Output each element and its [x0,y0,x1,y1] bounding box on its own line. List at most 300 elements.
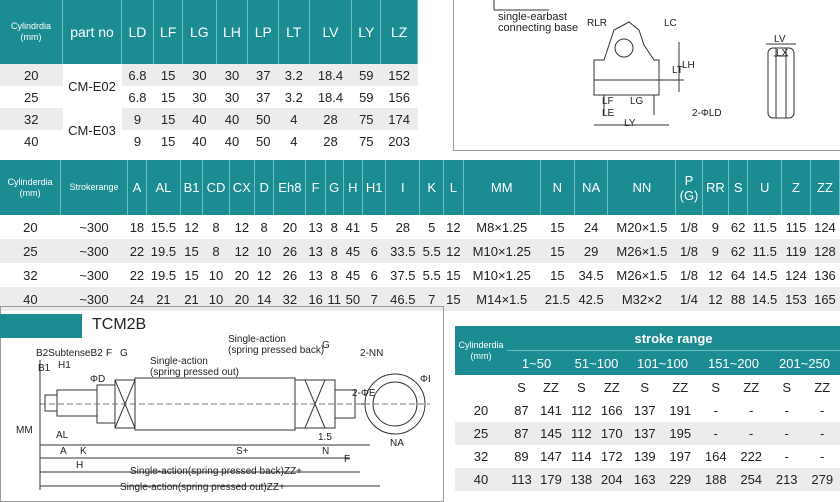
table-cell: 33.5 [386,239,420,263]
table-cell: 128 [810,239,839,263]
table-cell: 26 [282,267,298,283]
dim-label: RLR [587,18,608,29]
dim-label: K [80,446,87,457]
table-cell: 10 [255,239,274,263]
table-cell: 32 [23,267,38,283]
dim-label: AL [56,430,69,441]
table-cell: 153 [782,287,811,311]
header-cell: Strokerange [61,160,128,215]
table-cell: - [698,422,733,445]
table-cell: 16 [306,287,325,311]
table-cell: 9 [711,219,719,235]
table-cell: 279 [804,468,840,491]
title-bar [0,314,82,338]
table-cell: 45 [345,267,361,283]
range-header: 151~200 [698,351,769,376]
table-cell: 124 [814,219,836,235]
table-cell: 3.2 [284,89,303,105]
header-cell: H1 [362,160,385,215]
table-cell: 28 [323,133,338,149]
dim-label: MM [16,425,33,436]
header-cell: LH [216,0,248,64]
table-cell: 75 [359,133,374,149]
table-cell: 138 [566,468,596,491]
earbase-diagram-frame [453,0,840,151]
table-cell: - [713,403,718,418]
dim-label: F [344,454,351,465]
table-cell: 12 [234,219,250,235]
table-cell: 8 [330,219,338,235]
table-cell: 10 [203,287,229,311]
dim-label: LH [682,60,695,71]
table-cell: - [733,422,769,445]
table-cell: 87 [514,403,529,418]
table-cell: 222 [740,449,763,464]
table-cell: 64 [730,267,746,283]
dim-label: Single-action (spring pressed out) [150,356,239,378]
table-cell: 8 [330,267,338,283]
table-cell: 6 [370,267,378,283]
table-cell: 11.5 [752,219,777,235]
table-cell: 166 [600,403,623,418]
table-cell: 115 [785,219,807,235]
table-cell: M14×1.5 [463,287,541,311]
table-row [455,468,840,491]
dim-label: 1.5 [318,432,332,443]
table-cell: 29 [574,239,608,263]
table-cell: M26×1.5 [616,267,668,283]
table-cell: 15 [550,267,565,283]
dim-label: F [106,348,113,359]
table-cell: 114 [570,449,592,464]
table-cell: 8 [203,239,229,263]
header-cell: I [386,160,420,215]
dim-label: B1 [38,363,51,374]
table-row [0,263,840,287]
table-cell: 28 [309,108,352,130]
table-cell: 229 [662,468,698,491]
header-cell: CX [229,160,254,215]
subheader-cell: ZZ [536,375,566,399]
table-cell: ~300 [79,267,109,283]
table-cell: 15 [160,89,176,105]
header-cell: LZ [381,0,418,64]
table-cell: 3.2 [279,64,310,86]
cylinder-dimension-table [0,160,840,311]
header-cell: Z [782,160,811,215]
table-cell: 136 [814,267,836,283]
table-cell: 30 [183,64,216,86]
dim-label: 2-ΦLD [692,108,722,119]
table-cell: 4 [279,108,310,130]
table-cell: 22 [127,239,146,263]
table-cell: ~300 [79,219,109,235]
table-cell: 40 [192,133,207,149]
table-cell: 124 [785,267,807,283]
subheader-cell: ZZ [662,375,698,399]
table-cell: 25 [455,422,507,445]
table-cell: 12 [444,239,463,263]
table-cell: 12 [184,219,199,235]
table-cell: 170 [597,422,627,445]
table-cell: 25 [24,89,39,105]
table-cell: 152 [381,64,418,86]
header-cell: H [343,160,362,215]
table-cell: 19.5 [147,239,181,263]
table-cell: 32 [274,287,306,311]
table-cell: 139 [633,449,656,464]
table-cell: 20 [0,64,63,86]
table-cell: 40 [0,287,61,311]
table-cell: - [820,449,825,464]
table-cell: 15 [160,133,176,149]
header-cell: LV [309,0,352,64]
table-cell: 59 [352,64,381,86]
table-cell: 203 [388,133,410,149]
table-cell: 191 [669,403,692,418]
range-header: 201~250 [769,351,840,376]
table-cell: 14 [255,287,274,311]
subheader-row [455,375,840,399]
table-cell: 197 [669,449,692,464]
table-cell: 164 [704,449,727,464]
dim-label: H1 [58,360,71,371]
header-cell: LD [122,0,154,64]
header-cell: K [420,160,444,215]
table-cell: 9 [122,108,154,130]
subheader-cell: S [769,375,804,399]
table-cell: 15 [541,239,575,263]
caption-text: single-earbast connecting base [498,11,579,34]
table-cell: 1/4 [676,287,702,311]
dim-label: LF [602,96,614,107]
part-no-cell: CM-E02 [63,64,122,108]
dim-label: ΦD [90,374,106,385]
table-cell: 6.8 [122,64,154,86]
table-cell: 37 [248,64,279,86]
table-cell: 8 [325,239,343,263]
header-cell: F [306,160,325,215]
table-cell: 204 [597,468,627,491]
header-cell: N [541,160,575,215]
table-cell: 41 [345,219,361,235]
table-cell: 22 [129,267,145,283]
dim-label: LX [776,48,789,59]
table-cell: - [820,403,825,418]
table-cell: M10×1.25 [463,239,541,263]
table-cell: 14.5 [748,287,782,311]
header-cell: A [127,160,146,215]
table-cell: 8 [212,219,220,235]
table-cell: 21.5 [541,287,575,311]
table-cell: 42.5 [574,287,608,311]
table-cell: 174 [381,108,418,130]
table-cell: 15 [180,239,203,263]
table-cell: 40 [24,133,39,149]
header-cell: part no [63,0,122,64]
stroke-range-header: stroke range [507,326,840,351]
dim-label: 2-NN [360,348,384,359]
empty-cell [455,375,507,399]
header-cell: D [255,160,274,215]
table-cell: 15 [153,64,182,86]
header-cell: S [729,160,748,215]
table-row [0,215,840,239]
table-cell: 15 [446,267,461,283]
table-cell: 165 [810,287,839,311]
dim-label: H [76,460,84,471]
table-cell: 119 [782,239,811,263]
header-cell: RR [702,160,728,215]
dim-label: N [322,446,330,457]
table-cell: 1/8 [676,239,702,263]
table-cell: 13 [308,267,323,283]
table-cell: 32 [473,449,489,464]
table-cell: 5 [428,219,436,235]
table-cell: 5.5 [422,267,441,283]
header-cell: LY [352,0,381,64]
table-cell: 15 [550,219,565,235]
table-cell: 20 [282,219,298,235]
table-cell: 1/8 [679,219,699,235]
dim-label: G [120,348,128,359]
table-row [455,422,840,445]
table-cell: 12 [702,287,728,311]
table-cell: 1/8 [679,267,699,283]
table-cell: 9 [133,133,142,149]
table-cell: 50 [343,287,362,311]
dim-label: LE [602,108,615,119]
table-cell: 21 [180,287,203,311]
dim-label: A [60,446,67,457]
table-cell: 9 [702,239,728,263]
table-cell: - [769,422,804,445]
table-cell: - [784,449,789,464]
table-cell: 50 [256,133,271,149]
table-cell: 188 [698,468,733,491]
table-cell: 12 [446,219,461,235]
table-cell: 30 [224,89,240,105]
table-cell: 13 [306,239,325,263]
table-cell: 12 [229,239,254,263]
table-cell: 179 [536,468,566,491]
table-cell: 7 [362,287,385,311]
table-cell: 24 [583,219,599,235]
table-cell: 7 [420,287,444,311]
table-cell: 25 [0,239,61,263]
table-row [0,108,418,130]
table-cell: 172 [600,449,623,464]
diagram-title: TCM2B [92,316,147,333]
table-cell: 112 [566,422,596,445]
header-cell: B1 [180,160,203,215]
table-cell: 15.5 [150,219,177,235]
table-cell: 8 [260,219,268,235]
table-cell: 62 [730,219,746,235]
subheader-cell: ZZ [597,375,627,399]
table-cell: 147 [540,449,562,464]
table-cell: 40 [224,133,240,149]
table-cell: M32×2 [608,287,676,311]
subheader-cell: S [627,375,662,399]
range-header: 51~100 [566,351,627,376]
table-cell: ~300 [61,287,128,311]
table-cell: 20 [23,219,38,235]
table-cell: 45 [343,239,362,263]
table-cell: 11 [325,287,343,311]
table-cell: 163 [627,468,662,491]
table-cell: 6 [362,239,385,263]
table-cell: 5.5 [420,239,444,263]
table-cell: 137 [627,422,662,445]
table-cell: 15 [153,108,182,130]
table-cell: 26 [274,239,306,263]
table-header-row [0,0,418,64]
table-row [455,399,840,422]
table-cell: 254 [733,468,769,491]
header-cell: Eh8 [274,160,306,215]
table-cell: 15 [444,287,463,311]
table-cell: 28 [395,219,411,235]
table-cell: 30 [216,64,248,86]
subheader-cell: S [507,375,536,399]
table-cell: 195 [662,422,698,445]
header-cell: P (G) [676,160,702,215]
table-cell: 30 [192,89,207,105]
table-cell: 18.4 [309,64,352,86]
dim-label: LT [672,65,683,76]
header-cell: AL [147,160,181,215]
dim-label: NA [390,438,404,449]
dim-label: S+ [236,446,249,457]
range-header: 101~100 [627,351,698,376]
table-cell: 62 [729,239,748,263]
dim-label: 2-ΦE [352,388,376,399]
dim-label: ΦI [420,374,431,385]
dim-label: G [322,340,330,351]
table-cell: 113 [507,468,536,491]
dim-label: LG [630,96,644,107]
header-cell: Cylindrdia (mm) [0,0,63,64]
table-cell: M8×1.25 [476,219,528,235]
table-cell: 20 [234,267,250,283]
table-row [0,239,840,263]
table-cell: 34.5 [578,267,604,283]
table-row [455,445,840,468]
table-cell: 19.5 [150,267,177,283]
table-cell: 137 [633,403,656,418]
table-cell: - [784,403,789,418]
subheader-cell: S [698,375,733,399]
table-cell: 89 [514,449,529,464]
table-row [0,64,418,86]
table-cell: 59 [359,89,374,105]
header-cell: Cylinderdia (mm) [455,326,507,375]
dim-label: Single-action (spring pressed back) [228,334,325,356]
header-cell: CD [203,160,229,215]
range-row [455,351,840,376]
table-cell: 18.4 [317,89,344,105]
table-cell: 14.5 [751,267,778,283]
table-cell: 88 [729,287,748,311]
header-cell: NN [608,160,676,215]
subheader-cell: ZZ [733,375,769,399]
dim-label: LV [774,34,786,45]
table-cell: 37 [256,89,271,105]
dim-label: Single-action(spring pressed out)ZZ+ [120,482,285,493]
table-cell: 112 [570,403,592,418]
table-cell: 12 [708,267,723,283]
table-cell: M26×1.5 [608,239,676,263]
table-cell: 40 [455,468,507,491]
table-cell: - [749,403,754,418]
range-header: 1~50 [507,351,566,376]
table-cell: 20 [473,403,489,418]
table-cell: - [804,422,840,445]
table-header-row [0,160,840,215]
header-cell: LF [153,0,182,64]
subheader-cell: ZZ [804,375,840,399]
table-cell: 12 [256,267,272,283]
table-cell: 37.5 [390,267,416,283]
table-cell: 145 [536,422,566,445]
part-dimension-table [0,0,418,152]
table-cell: 213 [769,468,804,491]
table-cell: 156 [388,89,410,105]
table-cell: 50 [248,108,279,130]
table-cell: 46.5 [386,287,420,311]
dim-label: LC [664,18,677,29]
header-cell: LT [279,0,310,64]
table-cell: M10×1.25 [472,267,531,283]
dim-label: Single-action(spring pressed back)ZZ+ [130,466,303,477]
table-cell: 75 [352,108,381,130]
table-header-row [455,326,840,351]
header-cell: ZZ [810,160,839,215]
table-cell: 87 [507,422,536,445]
table-cell: 4 [290,133,298,149]
dim-label: B2SubtenseB2 [36,348,103,359]
table-cell: ~300 [61,239,128,263]
header-cell: LP [248,0,279,64]
table-cell: 24 [127,287,146,311]
header-cell: L [444,160,463,215]
table-cell: 13 [308,219,323,235]
table-cell: 6.8 [128,89,147,105]
table-cell: 5 [370,219,378,235]
table-cell: 21 [147,287,181,311]
header-cell: Cylinderdia (mm) [0,160,61,215]
table-cell: 32 [0,108,63,130]
table-cell: 11.5 [748,239,782,263]
table-cell: 141 [540,403,562,418]
header-cell: U [748,160,782,215]
table-cell: 40 [183,108,216,130]
part-no-cell: CM-E03 [63,108,122,152]
table-cell: 20 [229,287,254,311]
table-cell: 15 [184,267,199,283]
header-cell: LG [183,0,216,64]
header-cell: NA [574,160,608,215]
header-cell: MM [463,160,541,215]
table-cell: M20×1.5 [616,219,668,235]
table-cell: 18 [129,219,145,235]
table-cell: 10 [208,267,224,283]
stroke-range-table [455,326,840,491]
header-cell: G [325,160,343,215]
dim-label: LY [624,118,636,129]
subheader-cell: S [566,375,596,399]
